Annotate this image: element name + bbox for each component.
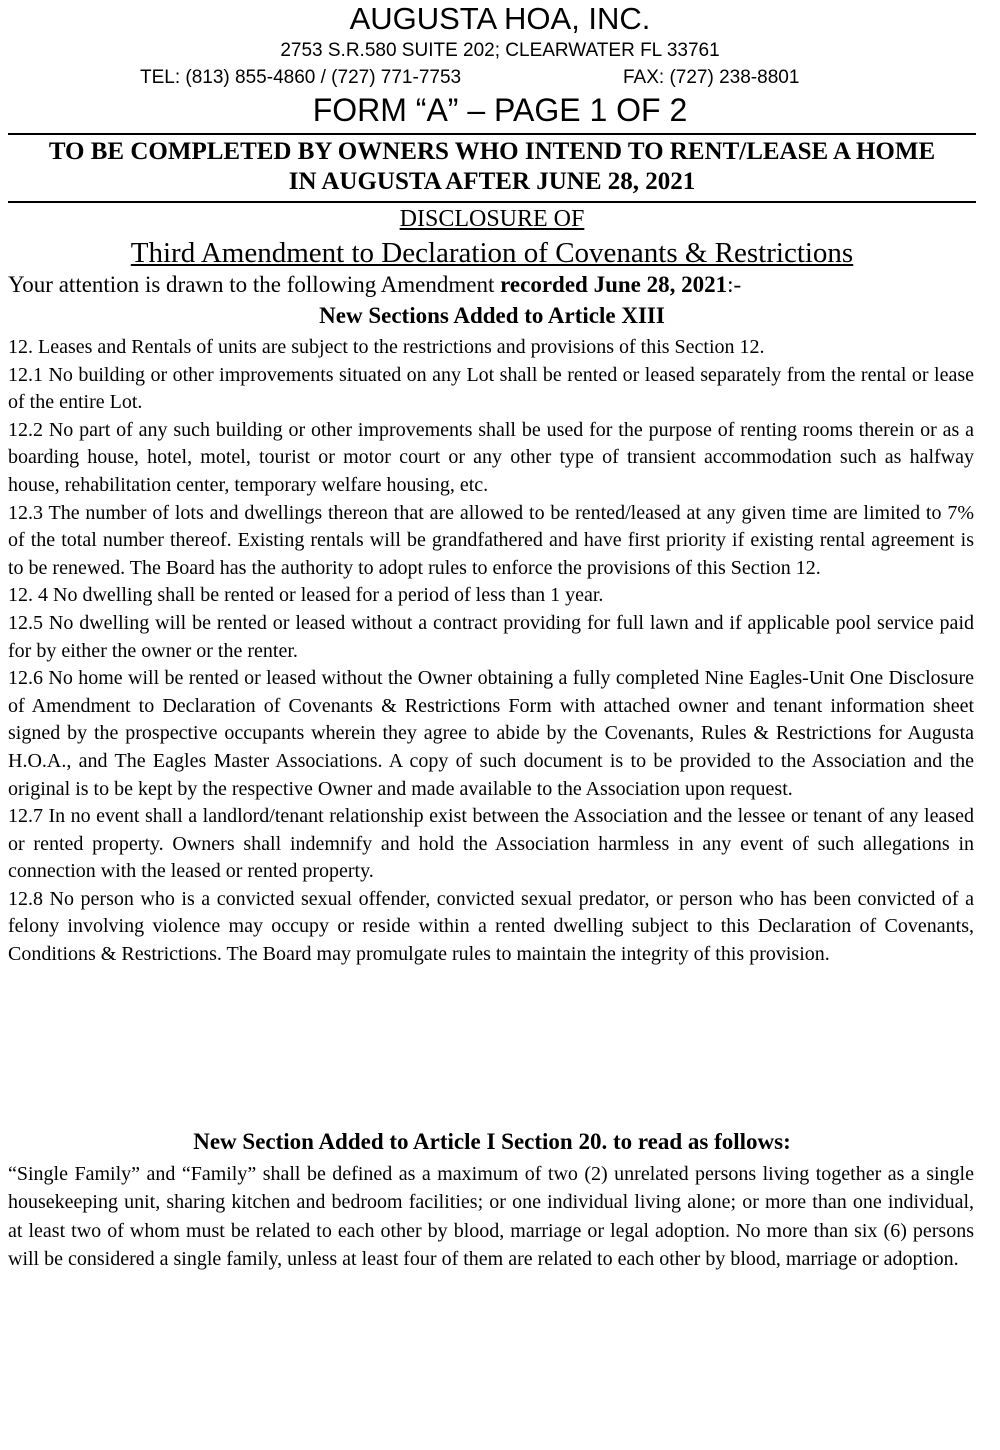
attention-line bbox=[8, 270, 741, 300]
form-title: FORM “A” – PAGE 1 OF 2 bbox=[312, 92, 688, 128]
disclosure-label: DISCLOSURE OF bbox=[399, 206, 585, 232]
section-12-1: 12.1 No building or other improvements situated on any Lot shall be rented or leased separately from the rental or lease of the entire Lot. bbox=[8, 363, 974, 414]
organization-address: 2753 S.R.580 SUITE 202; CLEARWATER FL 33761 bbox=[280, 40, 720, 61]
section-12-7: 12.7 In no event shall a landlord/tenant relationship exist between the Association and the lessee or tenant of any leased or rented property. Owners shall indemnify and hold the Association harmless in any event of such allegations in connection with the leased or rented property. bbox=[8, 805, 974, 883]
amendment-title: Third Amendment to Declaration of Covenants & Restrictions bbox=[130, 237, 854, 269]
organization-name: AUGUSTA HOA, INC. bbox=[349, 1, 651, 36]
section-12-4: 12. 4 No dwelling shall be rented or leased for a period of less than 1 year. bbox=[8, 584, 604, 607]
article-xiii-heading: New Sections Added to Article XIII bbox=[319, 303, 665, 328]
notice-line-2: IN AUGUSTA AFTER JUNE 28, 2021 bbox=[288, 168, 696, 195]
article-i-heading: New Section Added to Article I Section 20. to read as follows: bbox=[193, 1129, 791, 1154]
section-12: 12. Leases and Rentals of units are subject to the restrictions and provisions of this Section 12. bbox=[8, 336, 765, 358]
attention-prefix: Your attention is drawn to the following Amendment bbox=[8, 272, 501, 297]
top-divider bbox=[8, 133, 976, 135]
notice-heading bbox=[0, 137, 984, 197]
notice-line-1: TO BE COMPLETED BY OWNERS WHO INTEND TO RENT/LEASE A HOME bbox=[48, 138, 936, 165]
fax-number: FAX: (727) 238-8801 bbox=[623, 67, 800, 88]
section-12-6: 12.6 No home will be rented or leased without the Owner obtaining a fully completed Nine Eagles-Unit One Disclosure of Amendment to Declaration of Covenants & Restrictions Form with attached owner and tenant information sheet signed by the prospective occupants wherein they agree to abide by the Covenants, Rules & Restrictions for Augusta H.O.A., and The Eagles Master Associations. A copy of such document is to be provided to the Association and the original is to be kept by the respective Owner and made available to the Association upon request. bbox=[8, 667, 974, 800]
attention-suffix: :- bbox=[727, 272, 742, 297]
section-12-3: 12.3 The number of lots and dwellings thereon that are allowed to be rented/leased at any given time are limited to 7% of the total number thereof. Existing rentals will be grandfathered and have first priority if existing rental agreement is to be renewed. The Board has the authority to adopt rules to enforce the provisions of this Section 12. bbox=[8, 501, 974, 579]
telephone-numbers: TEL: (813) 855-4860 / (727) 771-7753 bbox=[140, 67, 462, 88]
family-definition: “Single Family” and “Family” shall be defined as a maximum of two (2) unrelated persons living together as a single housekeeping unit, sharing kitchen and bedroom facilities; or one individual living alone; or more than one individual, at least two of whom must be related to each other by blood, marriage or legal adoption. No more than six (6) persons will be considered a single family, unless at least four of them are related to each other by blood, marriage or adoption. bbox=[8, 1163, 974, 1271]
section-12-2: 12.2 No part of any such building or other improvements shall be used for the purpose of renting rooms therein or as a boarding house, hotel, motel, tourist or motor court or any other type of transient accommodation such as halfway house, rehabilitation center, temporary welfare housing, etc. bbox=[8, 418, 974, 496]
recorded-date: recorded June 28, 2021 bbox=[500, 272, 728, 297]
article-i-body bbox=[8, 1160, 974, 1274]
section-12-5: 12.5 No dwelling will be rented or leased without a contract providing for full lawn and if applicable pool service paid for by either the owner or the renter. bbox=[8, 611, 974, 662]
bottom-divider bbox=[8, 201, 976, 203]
section-12-8: 12.8 No person who is a convicted sexual offender, convicted sexual predator, or person who has been convicted of a felony involving violence may occupy or reside within a rented dwelling subject to this Declaration of Covenants, Conditions & Restrictions. The Board may promulgate rules to maintain the integrity of this provision. bbox=[8, 887, 974, 966]
article-xiii-body bbox=[8, 334, 974, 969]
